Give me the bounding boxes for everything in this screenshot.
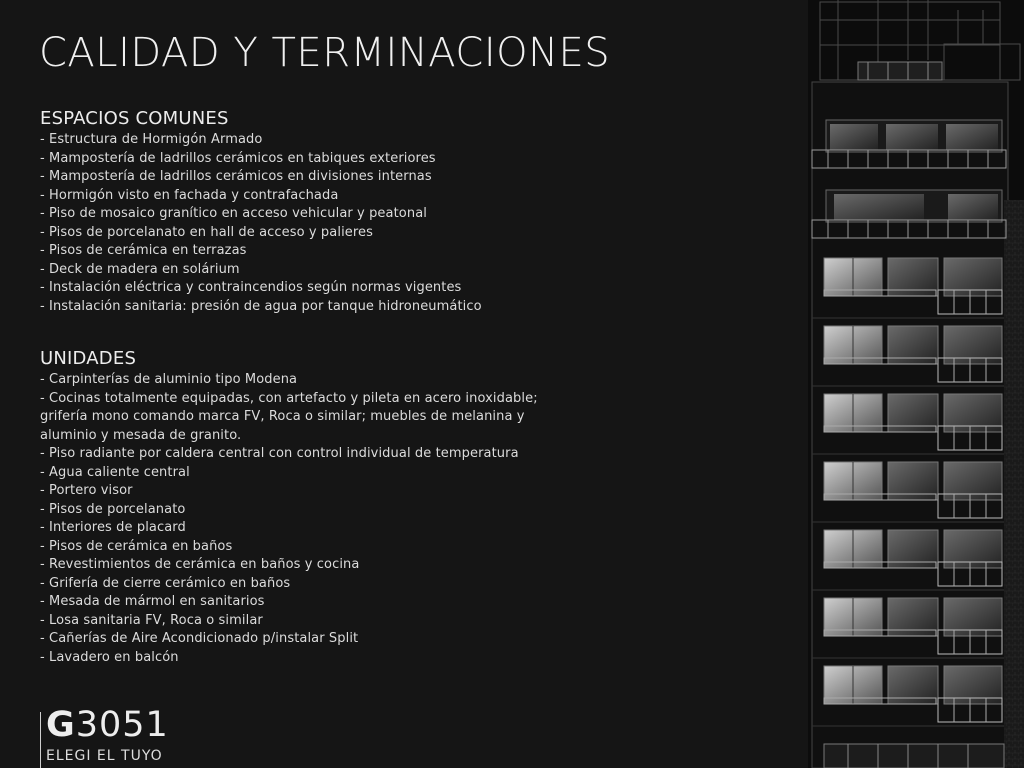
list-item: - Mesada de mármol en sanitarios	[40, 594, 265, 609]
section-heading: ESPACIOS COMUNES	[40, 108, 229, 129]
list-item: - Portero visor	[40, 483, 133, 498]
logo-mark	[46, 704, 169, 746]
logo-letter: G	[46, 705, 76, 745]
list-item: - Pisos de porcelanato en hall de acceso y palieres	[40, 224, 374, 240]
list-item: - Pisos de cerámica en terrazas	[40, 243, 247, 258]
section-heading: UNIDADES	[40, 348, 137, 369]
spec-list	[40, 131, 482, 316]
logo-tagline: ELEGI EL TUYO	[46, 748, 163, 764]
list-item: - Estructura de Hormigón Armado	[40, 132, 263, 147]
page-title: CALIDAD Y TERMINACIONES	[39, 30, 611, 76]
brand-logo	[40, 704, 200, 768]
section-unidades	[40, 348, 538, 667]
list-item: - Carpinterías de aluminio tipo Modena	[40, 372, 298, 387]
list-item: - Mampostería de ladrillos cerámicos en divisiones internas	[40, 169, 432, 184]
list-item: - Agua caliente central	[40, 464, 190, 480]
list-item: - Lavadero en balcón	[40, 649, 179, 665]
list-item: - Cocinas totalmente equipadas, con artefacto y pileta en acero inoxidable;	[40, 390, 538, 406]
list-item: - Revestimientos de cerámica en baños y cocina	[40, 557, 360, 572]
logo-number: 3051	[75, 705, 169, 745]
spec-list	[40, 371, 538, 667]
list-item: - Grifería de cierre cerámico en baños	[40, 575, 291, 591]
section-espacios-comunes	[40, 108, 482, 316]
list-item: - Piso de mosaico granítico en acceso vehicular y peatonal	[40, 206, 427, 221]
list-item: - Interiores de placard	[40, 520, 186, 535]
list-item: - Instalación eléctrica y contraincendios según normas vigentes	[40, 280, 462, 295]
list-item: - Losa sanitaria FV, Roca o similar	[40, 612, 263, 628]
building-elevation-drawing	[808, 0, 1024, 768]
logo-divider	[40, 712, 41, 768]
list-item: - Pisos de porcelanato	[40, 501, 186, 517]
list-item: aluminio y mesada de granito.	[40, 427, 242, 443]
list-item: - Pisos de cerámica en baños	[40, 538, 233, 554]
list-item: - Piso radiante por caldera central con control individual de temperatura	[40, 446, 519, 461]
list-item: - Deck de madera en solárium	[40, 261, 240, 277]
list-item: - Instalación sanitaria: presión de agua por tanque hidroneumático	[40, 298, 482, 314]
list-item: grifería mono comando marca FV, Roca o similar; muebles de melanina y	[40, 409, 525, 424]
list-item: - Cañerías de Aire Acondicionado p/instalar Split	[40, 631, 359, 646]
list-item: - Mampostería de ladrillos cerámicos en tabiques exteriores	[40, 150, 436, 166]
list-item: - Hormigón visto en fachada y contrafachada	[40, 187, 339, 203]
